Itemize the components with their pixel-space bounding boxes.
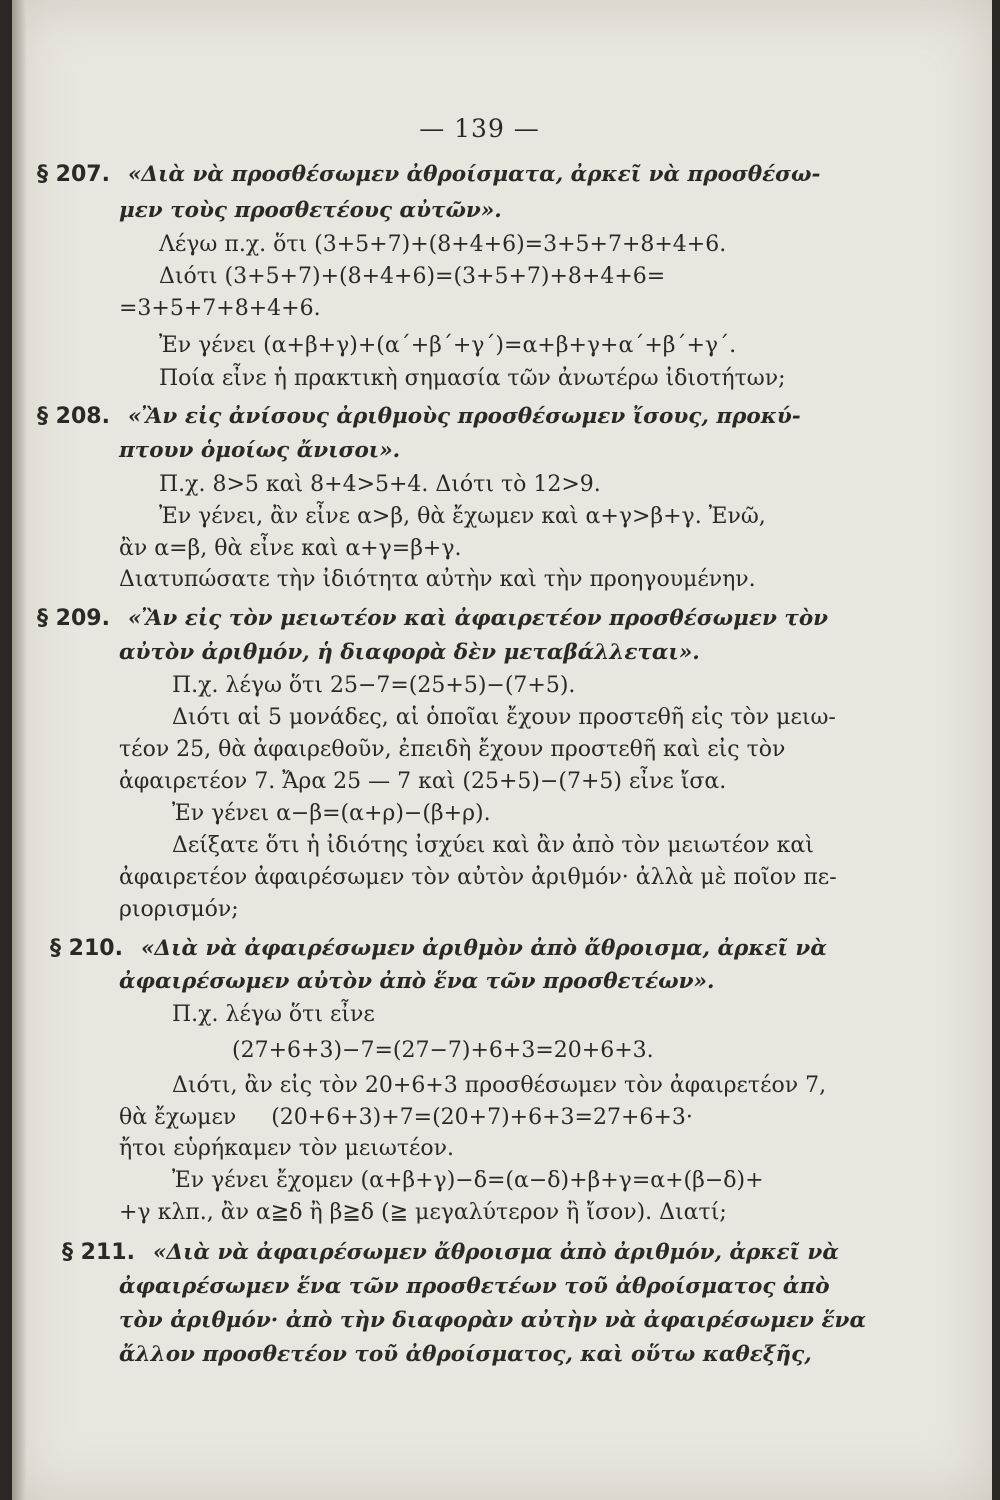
s209-rule-line-1: [37, 604, 828, 634]
rule-text: «Διὰ νὰ ἀφαιρέσωμεν ἀριθμὸν ἀπὸ ἄθροισμα, ἀρκεῖ νὰ: [140, 936, 827, 961]
s207-body-line-3: =3+5+7+8+4+6.: [119, 296, 321, 321]
s207-rule-line-1: [37, 160, 820, 190]
s208-body-line-3: ἂν α=β, θὰ εἶνε καὶ α+γ=β+γ.: [119, 536, 462, 561]
s209-body-line-1: Π.χ. λέγω ὅτι 25−7=(25+5)−(7+5).: [172, 673, 576, 698]
s209-body-line-8: ριορισμόν;: [119, 897, 239, 922]
s210-body-line-2: (27+6+3)−7=(27−7)+6+3=20+6+3.: [232, 1038, 654, 1063]
s209-rule-line-2: αὐτὸν ἀριθμόν, ἡ διαφορὰ δὲν μεταβάλλεται».: [119, 640, 700, 665]
rule-text: «Διὰ νὰ προσθέσωμεν ἀθροίσματα, ἀρκεῖ νὰ προσθέσω-: [127, 162, 821, 187]
s208-body-line-1: Π.χ. 8>5 καὶ 8+4>5+4. Διότι τὸ 12>9.: [159, 472, 601, 497]
page-number: — 139 —: [419, 114, 540, 143]
s210-body-line-3: Διότι, ἂν εἰς τὸν 20+6+3 προσθέσωμεν τὸν ἀφαιρετέον 7,: [172, 1073, 827, 1098]
s209-body-line-7: ἀφαιρετέον ἀφαιρέσωμεν τὸν αὐτὸν ἀριθμόν· ἀλλὰ μὲ ποῖον πε-: [119, 865, 837, 890]
s211-rule-line-4: ἄλλον προσθετέον τοῦ ἀθροίσματος, καὶ οὕτω καθεξῆς,: [119, 1342, 812, 1367]
s210-body-line-1: Π.χ. λέγω ὅτι εἶνε: [172, 1002, 375, 1027]
s211-rule-line-3: τὸν ἀριθμόν· ἀπὸ τὴν διαφορὰν αὐτὴν νὰ ἀφαιρέσωμεν ἕνα: [119, 1308, 866, 1333]
s207-body-line-2: Διότι (3+5+7)+(8+4+6)=(3+5+7)+8+4+6=: [159, 264, 666, 289]
s208-rule-line-2: πτουν ὁμοίως ἄνισοι».: [119, 438, 401, 463]
s207-body-line-5: Ποία εἶνε ἡ πρακτικὴ σημασία τῶν ἀνωτέρω ἰδιοτήτων;: [159, 366, 786, 391]
section-number: § 210.: [50, 936, 123, 961]
s210-rule-line-1: [50, 934, 827, 964]
page-content: [12, 0, 992, 1500]
s208-body-line-2: Ἐν γένει, ἂν εἶνε α>β, θὰ ἔχωμεν καὶ α+γ>β+γ. Ἐνῶ,: [159, 504, 766, 529]
s209-body-line-5: Ἐν γένει α−β=(α+ρ)−(β+ρ).: [172, 801, 491, 826]
s211-rule-line-2: ἀφαιρέσωμεν ἕνα τῶν προσθετέων τοῦ ἀθροίσματος ἀπὸ: [119, 1274, 830, 1299]
s208-body-line-4: Διατυπώσατε τὴν ἰδιότητα αὐτὴν καὶ τὴν προηγουμένην.: [119, 567, 756, 592]
s209-body-line-3: τέον 25, θὰ ἀφαιρεθοῦν, ἐπειδὴ ἔχουν προστεθῆ καὶ εἰς τὸν: [119, 737, 786, 762]
section-number: § 208.: [37, 404, 110, 429]
rule-text: «Ἂν εἰς τὸν μειωτέον καὶ ἀφαιρετέον προσθέσωμεν τὸν: [127, 606, 829, 631]
s210-body-line-4: θὰ ἔχωμεν (20+6+3)+7=(20+7)+6+3=27+6+3·: [119, 1105, 693, 1130]
s210-rule-line-2: ἀφαιρέσωμεν αὐτὸν ἀπὸ ἕνα τῶν προσθετέων».: [119, 969, 715, 994]
rule-text: «Διὰ νὰ ἀφαιρέσωμεν ἄθροισμα ἀπὸ ἀριθμόν, ἀρκεῖ νὰ: [152, 1240, 839, 1265]
s207-body-line-1: Λέγω π.χ. ὅτι (3+5+7)+(8+4+6)=3+5+7+8+4+6.: [159, 232, 727, 257]
section-number: § 207.: [37, 162, 110, 187]
s210-body-line-6: Ἐν γένει ἔχομεν (α+β+γ)−δ=(α−δ)+β+γ=α+(β−δ)+: [172, 1168, 764, 1193]
rule-text: «Ἂν εἰς ἀνίσους ἀριθμοὺς προσθέσωμεν ἴσους, προκύ-: [127, 404, 801, 429]
section-number: § 211.: [62, 1240, 135, 1265]
s207-body-line-4: Ἐν γένει (α+β+γ)+(α΄+β΄+γ΄)=α+β+γ+α΄+β΄+γ΄.: [159, 333, 737, 358]
section-number: § 209.: [37, 606, 110, 631]
s209-body-line-2: Διότι αἱ 5 μονάδες, αἱ ὁποῖαι ἔχουν προστεθῆ εἰς τὸν μειω-: [172, 705, 836, 730]
s211-rule-line-1: [62, 1238, 839, 1268]
s207-rule-line-2: μεν τοὺς προσθετέους αὐτῶν».: [119, 198, 502, 223]
s209-body-line-4: ἀφαιρετέον 7. Ἄρα 25 — 7 καὶ (25+5)−(7+5) εἶνε ἴσα.: [119, 769, 727, 794]
s210-body-line-7: +γ κλπ., ἂν α≧δ ἢ β≧δ (≧ μεγαλύτερον ἢ ἴσον). Διατί;: [119, 1200, 727, 1225]
s209-body-line-6: Δείξατε ὅτι ἡ ἰδιότης ἰσχύει καὶ ἂν ἀπὸ τὸν μειωτέον καὶ: [172, 833, 814, 858]
s210-body-line-5: ἤτοι εὑρήκαμεν τὸν μειωτέον.: [119, 1136, 454, 1161]
s208-rule-line-1: [37, 402, 801, 432]
book-page: [12, 0, 992, 1500]
